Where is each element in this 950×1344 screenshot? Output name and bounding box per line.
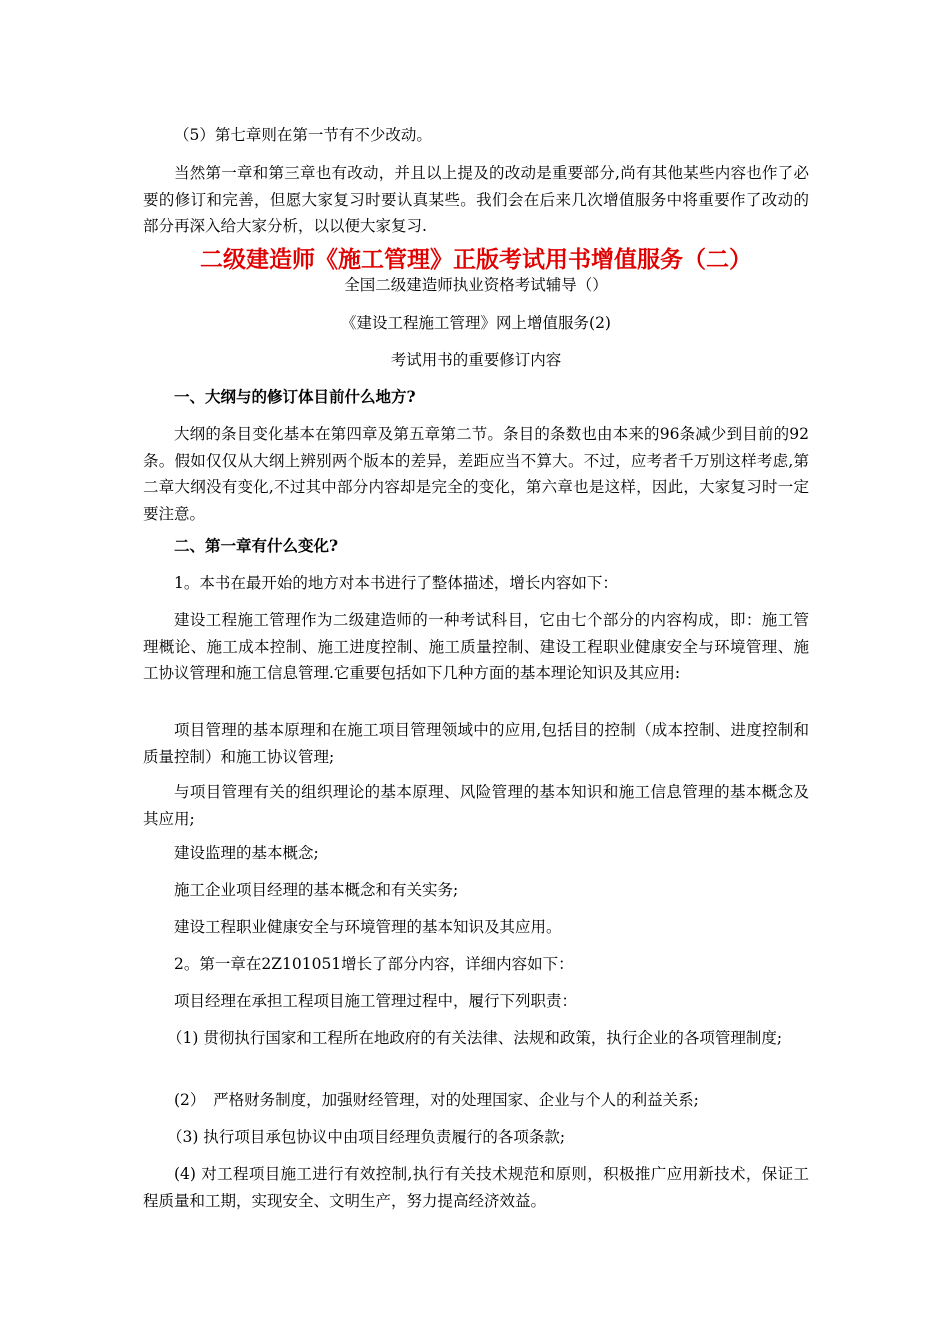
subtitle-revision-content: 考试用书的重要修订内容	[390, 351, 562, 369]
list-item-duty-1: （1) 贯彻执行国家和工程所在地政府的有关法律、法规和政策，执行企业的各项管理制度;	[167, 1029, 783, 1047]
list-item-duty-2: (2） 严格财务制度，加强财经管理，对的处理国家、企业与个人的利益关系;	[174, 1091, 699, 1109]
paragraph-project-principles: 项目管理的基本原理和在施工项目管理领域中的应用,包括目的控制（成本控制、进度控制和质量控制）和施工协议管理;	[143, 721, 809, 766]
list-item-duty-3: （3) 执行项目承包协议中由项目经理负责履行的各项条款;	[167, 1128, 566, 1146]
paragraph-item-2: 2。第一章在2Z101051增长了部分内容，详细内容如下：	[174, 955, 574, 973]
paragraph-chapter7-change: （5）第七章则在第一节有不少改动。	[174, 126, 432, 144]
paragraph-outline-change: 大纲的条目变化基本在第四章及第五章第二节。条目的条数也由本来的96条减少到目前的92条。假如仅仅从大纲上辨别两个版本的差异，差距应当不算大。不过，应考者千万别这样考虑,第二章大纲没有变化,不过其中部分内容却是完全的变化，第六章也是这样，因此，大家复习时一定要注意。	[143, 425, 809, 523]
paragraph-manager-duties: 项目经理在承担工程项目施工管理过程中，履行下列职责：	[174, 992, 578, 1010]
paragraph-other-changes: 当然第一章和第三章也有改动，并且以上提及的改动是重要部分,尚有其他某些内容也作了必要的修订和完善，但愿大家复习时要认真某些。我们会在后来几次增值服务中将重要作了改动的部分再深入给大家分析，以以便大家复习.	[143, 164, 809, 235]
paragraph-course-description: 建设工程施工管理作为二级建造师的一种考试科目，它由七个部分的内容构成，即：施工管理概论、施工成本控制、施工进度控制、施工质量控制、建设工程职业健康安全与环境管理、施工协议管理和施工信息管理.它重要包括如下几种方面的基本理论知识及其应用:	[143, 611, 809, 682]
list-item-duty-4: (4) 对工程项目施工进行有效控制,执行有关技术规范和原则，积极推广应用新技术，保证工程质量和工期，实现安全、文明生产，努力提高经济效益。	[143, 1165, 809, 1210]
subtitle-online-service: 《建设工程施工管理》网上增值服务(2)	[341, 314, 611, 332]
paragraph-item-1: 1。本书在最开始的地方对本书进行了整体描述，增长内容如下：	[174, 574, 618, 592]
section-heading-1: 一、大纲与的修订体目前什么地方?	[174, 387, 416, 406]
paragraph-health-safety: 建设工程职业健康安全与环境管理的基本知识及其应用。	[174, 918, 562, 936]
paragraph-project-manager: 施工企业项目经理的基本概念和有关实务;	[174, 881, 459, 899]
paragraph-supervision: 建设监理的基本概念;	[174, 844, 319, 862]
section-heading-2: 二、第一章有什么变化?	[174, 536, 339, 555]
page-title: 二级建造师《施工管理》正版考试用书增值服务（二）	[200, 247, 752, 273]
subtitle-exam-guide: 全国二级建造师执业资格考试辅导（）	[344, 276, 608, 294]
paragraph-organization-theory: 与项目管理有关的组织理论的基本原理、风险管理的基本知识和施工信息管理的基本概念及其应用;	[143, 783, 809, 828]
